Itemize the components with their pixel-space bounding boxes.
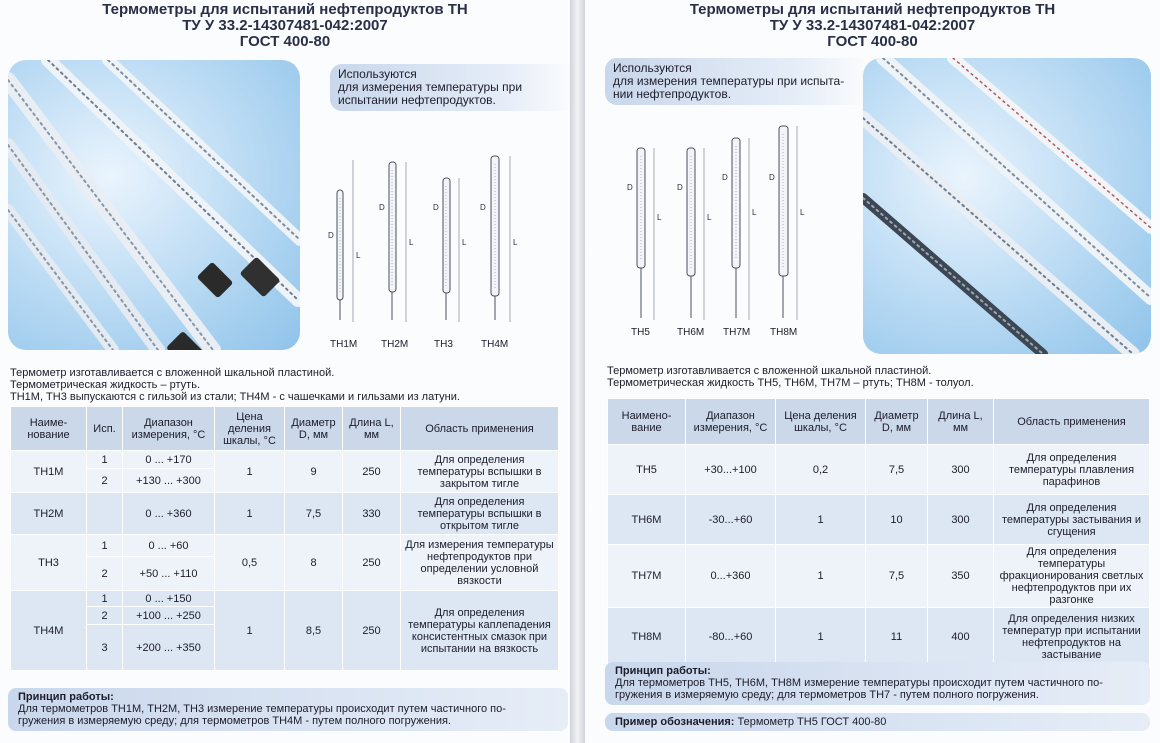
spec-number: ТУ У 33.2-14307481-042:2007 <box>769 17 976 34</box>
example-heading: Пример обозначения: <box>615 716 735 728</box>
cell-name: ТН1М <box>11 451 87 493</box>
table-row <box>11 591 559 607</box>
usage-box <box>330 64 570 111</box>
cell-length: 250 <box>343 535 401 591</box>
notes <box>10 367 460 403</box>
dimension-d: D <box>328 231 334 240</box>
cell-length: 250 <box>343 591 401 671</box>
dimension-d: D <box>677 183 683 192</box>
thermometers-photo <box>8 60 300 350</box>
example-text: Термометр ТН5 ГОСТ 400-80 <box>737 716 887 728</box>
cell-isp: 1 <box>87 451 123 469</box>
cell-division: 1 <box>215 451 285 493</box>
thermometer-diagram <box>318 150 558 355</box>
column-header: Исп. <box>87 407 123 451</box>
dimension-d: D <box>722 173 728 182</box>
usage-line: для измерения температуры при испыта- <box>613 74 845 88</box>
thermometer-diagram-svg <box>318 150 558 355</box>
table-row <box>11 493 559 535</box>
cell-use: Для определения температуры каплепадения консистентных смазок при испытании на вязкость <box>401 591 559 671</box>
cell-length: 300 <box>928 445 994 495</box>
dimension-l: L <box>409 238 414 247</box>
cell-use: Для определения температуры фракционирования светлых нефтепродуктов при их разгонке <box>994 545 1150 608</box>
cell-division: 1 <box>215 591 285 671</box>
cell-range: -30...+60 <box>686 495 776 545</box>
thermometers-photo-image <box>8 60 300 350</box>
cell-diameter: 8 <box>285 535 343 591</box>
column-header: Длина L, мм <box>343 407 401 451</box>
table-header-row <box>11 407 559 451</box>
spec-number: ТУ У 33.2-14307481-042:2007 <box>182 17 388 34</box>
cell-range: +30...+100 <box>686 445 776 495</box>
note-line: ТН1М, ТН3 выпускаются с гильзой из стали; ТН4М - с чашечками и гильзами из латуни. <box>10 391 460 403</box>
note-line: Термометрическая жидкость – ртуть. <box>10 379 201 391</box>
dimension-l: L <box>356 251 361 260</box>
cell-use: Для определения температуры вспышки в закрытом тигле <box>401 451 559 493</box>
dimension-l: L <box>462 238 467 247</box>
cell-division: 1 <box>776 608 866 666</box>
cell-length: 330 <box>343 493 401 535</box>
column-header: Диаметр D, мм <box>285 407 343 451</box>
cell-length: 250 <box>343 451 401 493</box>
model-label: ТН1М <box>330 339 358 350</box>
principle-line: гружения в измеряемую среду; для термометров ТН4М - путем полного погружения. <box>18 715 451 727</box>
title-line: Термометры для испытаний нефтепродуктов ТН <box>689 1 1056 18</box>
note-line: Термометр изготавливается с вложенной шкальной пластиной. <box>10 367 335 379</box>
cell-name: ТН2М <box>11 493 87 535</box>
dimension-l: L <box>707 213 712 222</box>
right-page <box>585 0 1160 743</box>
cell-diameter: 7,5 <box>866 545 928 608</box>
cell-range: +200 ... +350 <box>123 625 215 671</box>
table-row <box>11 535 559 557</box>
dimension-l: L <box>513 238 518 247</box>
cell-diameter: 7,5 <box>285 493 343 535</box>
cell-range: 0 ... +60 <box>123 535 215 557</box>
dimension-d: D <box>480 203 486 212</box>
cell-division: 1 <box>776 545 866 608</box>
column-header: Область применения <box>401 407 559 451</box>
model-label: ТН6М <box>677 327 705 338</box>
thermometer-diagram <box>607 120 857 345</box>
cell-isp: 1 <box>87 591 123 607</box>
column-header: Диаметр D, мм <box>866 399 928 445</box>
cell-isp: 1 <box>87 535 123 557</box>
table-row <box>608 495 1150 545</box>
usage-line: Используются <box>613 61 692 75</box>
page-gutter <box>570 0 585 743</box>
cell-range: -80...+60 <box>686 608 776 666</box>
notes <box>607 365 974 389</box>
principle-line: гружения в измеряемую среду; для термометров ТН7 - путем полного погружения. <box>615 689 1039 701</box>
cell-isp <box>87 493 123 535</box>
cell-length: 400 <box>928 608 994 666</box>
dimension-d: D <box>627 183 633 192</box>
table-row <box>11 451 559 469</box>
column-header: Наиме-нование <box>11 407 87 451</box>
cell-name: ТН7М <box>608 545 686 608</box>
note-line: Термометр изготавливается с вложенной шкальной пластиной. <box>607 365 932 377</box>
thermometers-photo-image <box>863 58 1151 354</box>
usage-line: Используются <box>338 67 417 81</box>
table-header-row <box>608 399 1150 445</box>
cell-use: Для определения низких температур при испытании нефтепродуктов на застывание <box>994 608 1150 666</box>
cell-division: 0,2 <box>776 445 866 495</box>
usage-line: для измерения температуры при <box>338 80 523 94</box>
dimension-l: L <box>752 208 757 217</box>
cell-use: Для определения температуры застывания и сгущения <box>994 495 1150 545</box>
page-title <box>0 2 570 50</box>
dimension-l: L <box>800 208 805 217</box>
cell-name: ТН4М <box>11 591 87 671</box>
dimension-l: L <box>657 213 662 222</box>
cell-range: 0 ... +150 <box>123 591 215 607</box>
principle-heading: Принцип работы: <box>615 665 711 677</box>
cell-division: 1 <box>776 495 866 545</box>
column-header: Цена деления шкалы, °С <box>215 407 285 451</box>
column-header: Диапазон измерения, °С <box>686 399 776 445</box>
thermometer-diagram-svg <box>607 120 857 345</box>
principle-box <box>8 688 568 731</box>
column-header: Длина L, мм <box>928 399 994 445</box>
model-label: ТН7М <box>723 327 751 338</box>
gost-number: ГОСТ 400-80 <box>239 33 331 50</box>
title-line: Термометры для испытаний нефтепродуктов ТН <box>102 1 468 18</box>
cell-division: 0,5 <box>215 535 285 591</box>
model-label: ТН8М <box>770 327 798 338</box>
cell-isp: 3 <box>87 625 123 671</box>
cell-diameter: 9 <box>285 451 343 493</box>
cell-name: ТН8М <box>608 608 686 666</box>
principle-box <box>605 662 1150 705</box>
cell-range: 0 ... +170 <box>123 451 215 469</box>
column-header: Диапазон измерения, °С <box>123 407 215 451</box>
cell-diameter: 8,5 <box>285 591 343 671</box>
cell-range: +100 ... +250 <box>123 607 215 625</box>
gost-number: ГОСТ 400-80 <box>827 33 918 50</box>
model-label: ТН4М <box>481 339 509 350</box>
cell-length: 350 <box>928 545 994 608</box>
model-label: ТН2М <box>381 339 409 350</box>
table-row <box>608 608 1150 666</box>
spec-table <box>607 398 1150 666</box>
cell-diameter: 10 <box>866 495 928 545</box>
cell-range: +130 ... +300 <box>123 469 215 493</box>
column-header: Цена деления шкалы, °С <box>776 399 866 445</box>
example-box <box>605 713 1150 731</box>
model-label: ТН5 <box>631 327 650 338</box>
usage-box <box>605 58 869 105</box>
cell-use: Для определения температуры вспышки в открытом тигле <box>401 493 559 535</box>
usage-line: нии нефтепродуктов. <box>613 87 732 101</box>
cell-isp: 2 <box>87 607 123 625</box>
cell-name: ТН5 <box>608 445 686 495</box>
cell-isp: 2 <box>87 469 123 493</box>
table-row <box>608 445 1150 495</box>
principle-line: Для термометров ТН1М, ТН2М, ТН3 измерение температуры происходит путем частичного по- <box>18 703 506 715</box>
column-header: Область применения <box>994 399 1150 445</box>
page-title <box>585 2 1160 50</box>
cell-range: 0 ... +360 <box>123 493 215 535</box>
table-row <box>608 545 1150 608</box>
cell-isp: 2 <box>87 557 123 591</box>
cell-range: 0...+360 <box>686 545 776 608</box>
dimension-d: D <box>433 203 439 212</box>
cell-diameter: 11 <box>866 608 928 666</box>
dimension-d: D <box>769 173 775 182</box>
cell-range: +50 ... +110 <box>123 557 215 591</box>
spec-table <box>10 406 559 671</box>
cell-name: ТН6М <box>608 495 686 545</box>
principle-heading: Принцип работы: <box>18 691 114 703</box>
cell-length: 300 <box>928 495 994 545</box>
column-header: Наимено-вание <box>608 399 686 445</box>
usage-line: испытании нефтепродуктов. <box>338 93 496 107</box>
cell-division: 1 <box>215 493 285 535</box>
cell-diameter: 7,5 <box>866 445 928 495</box>
thermometers-photo <box>863 58 1151 354</box>
left-page <box>0 0 570 743</box>
principle-line: Для термометров ТН5, ТН6М, ТН8М измерение температуры происходит путем частичного по- <box>615 677 1103 689</box>
cell-name: ТН3 <box>11 535 87 591</box>
dimension-d: D <box>379 203 385 212</box>
cell-use: Для определения температуры плавления парафинов <box>994 445 1150 495</box>
model-label: ТН3 <box>434 339 453 350</box>
cell-use: Для измерения температуры нефтепродуктов при определении условной вязкости <box>401 535 559 591</box>
note-line: Термометрическая жидкость ТН5, ТН6М, ТН7М – ртуть; ТН8М - толуол. <box>607 377 974 389</box>
